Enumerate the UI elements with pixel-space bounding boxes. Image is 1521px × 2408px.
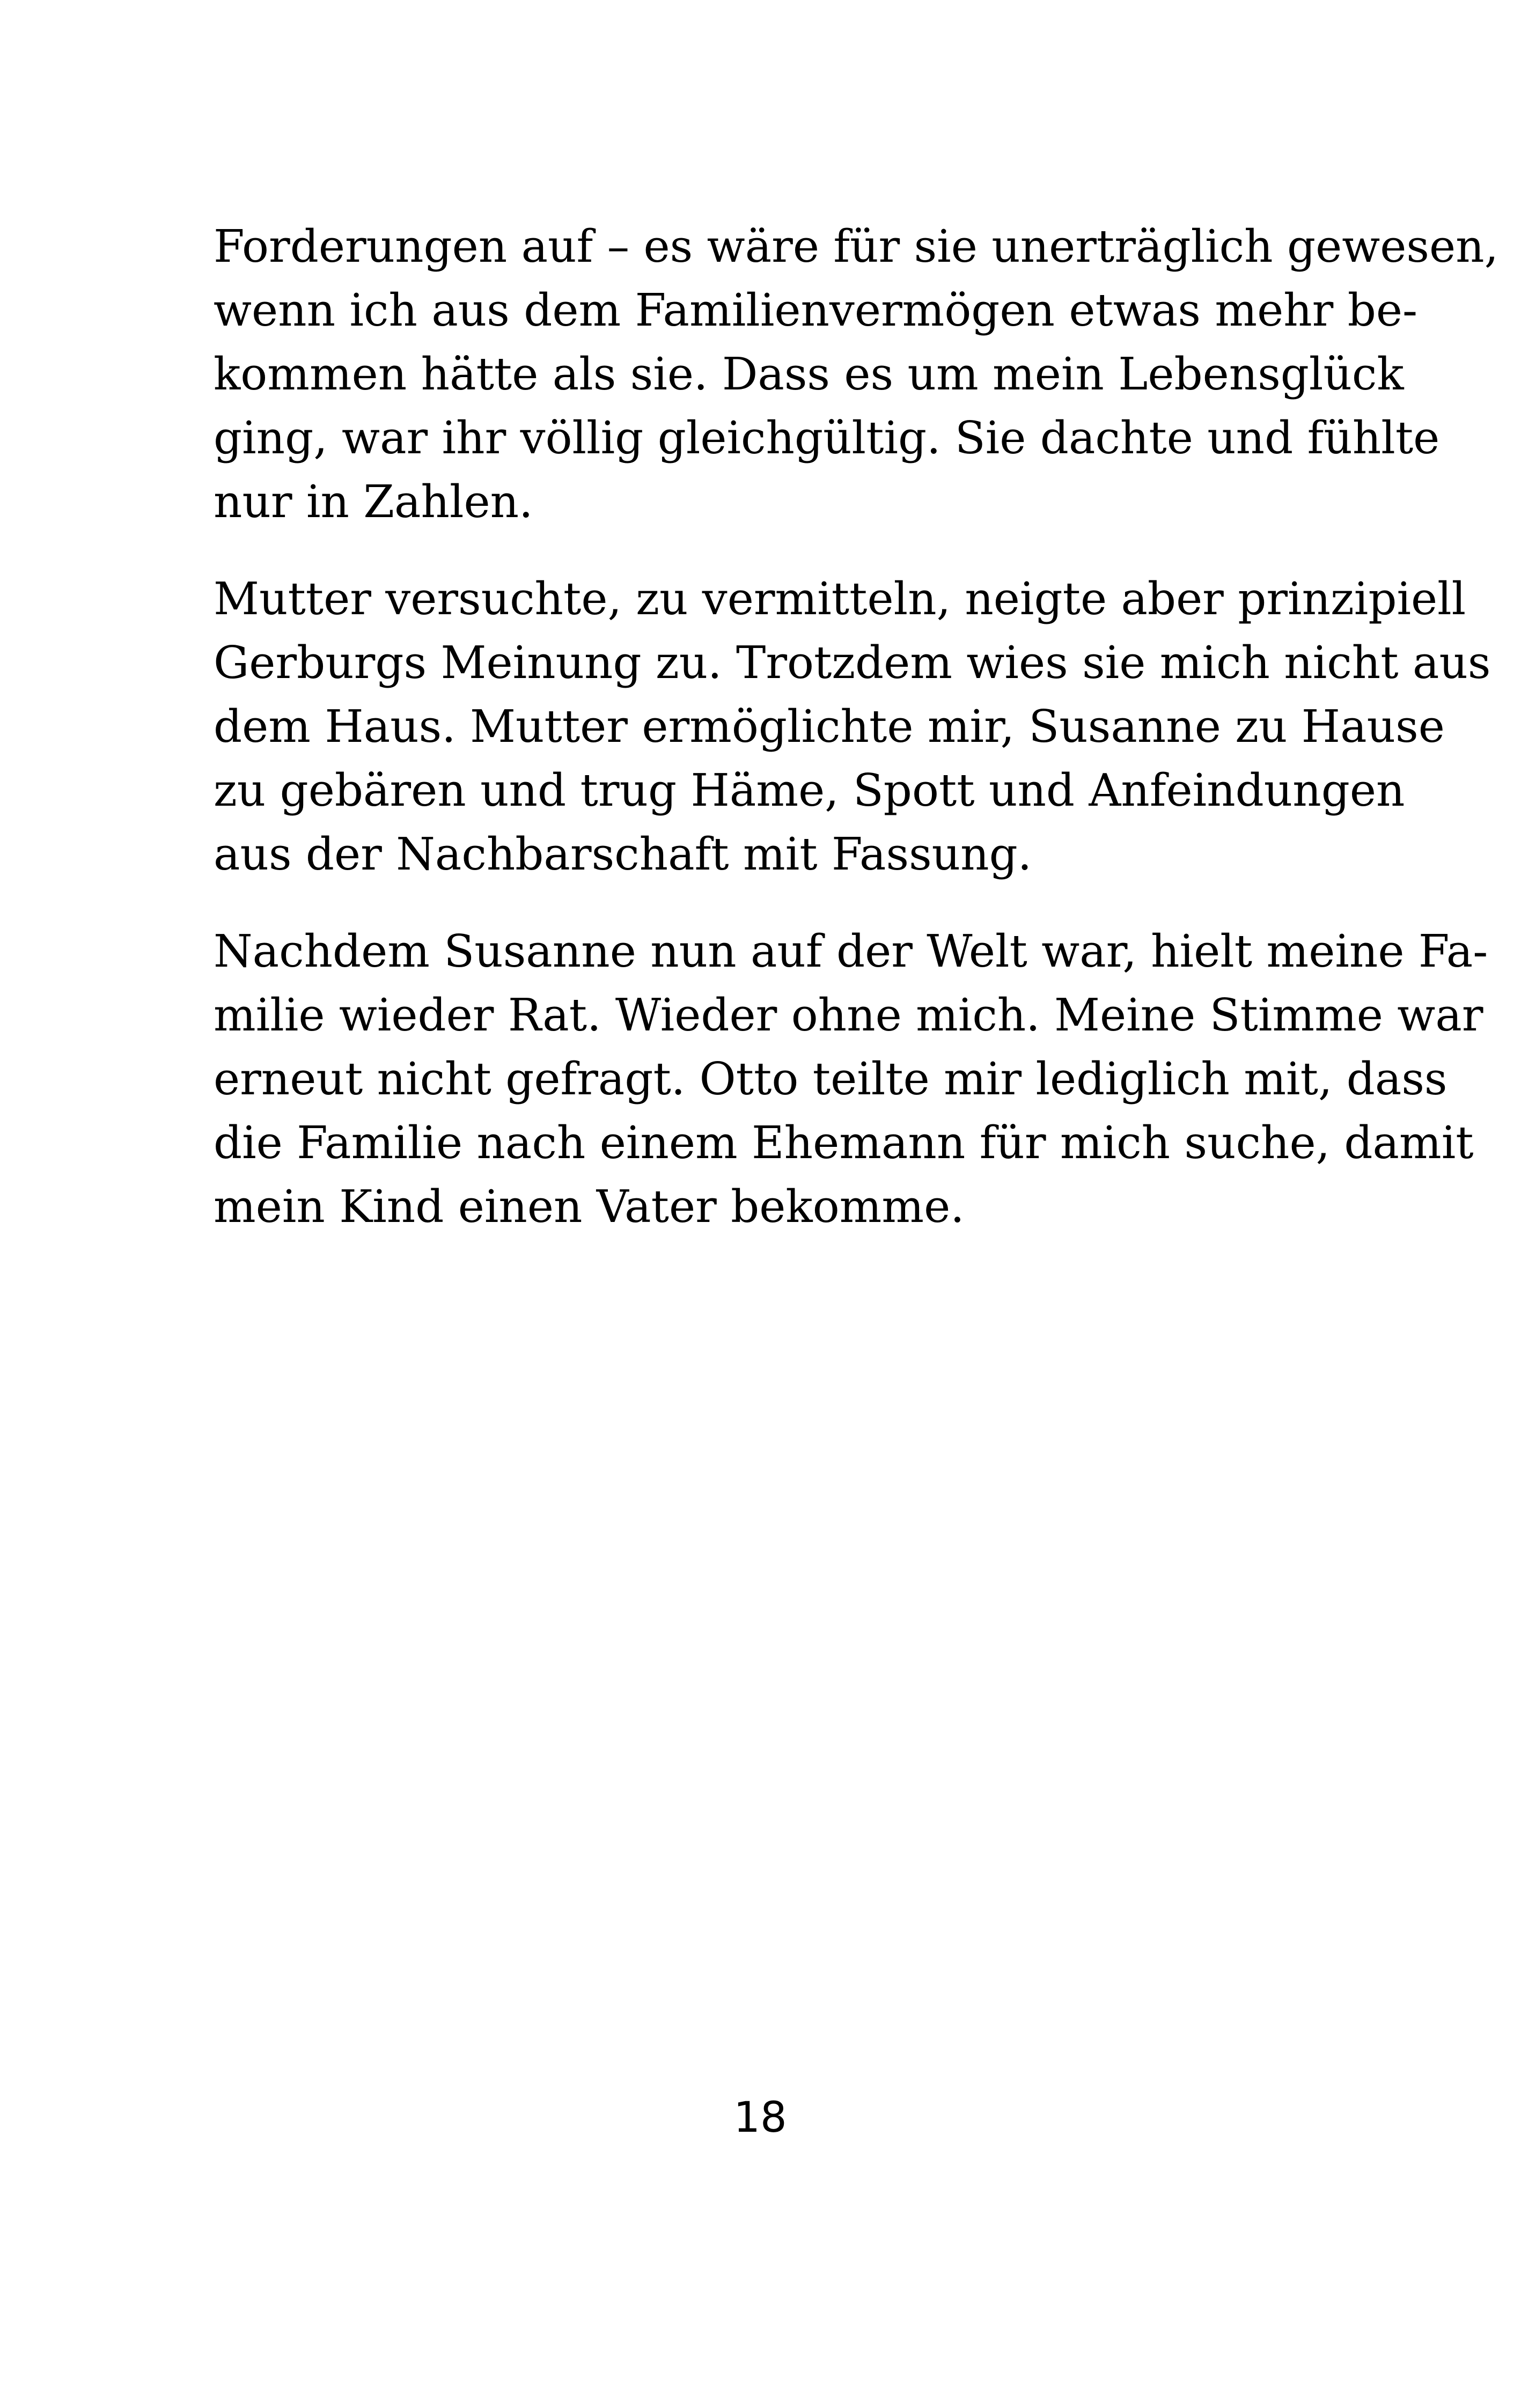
- text-line: nur in Zahlen.: [214, 476, 533, 528]
- text-line: Gerburgs Meinung zu. Trotzdem wies sie mich nicht aus: [214, 637, 1491, 689]
- page-body-text: [214, 215, 1498, 1272]
- text-line: erneut nicht gefragt. Otto teilte mir lediglich mit, dass: [214, 1053, 1447, 1105]
- text-line: wenn ich aus dem Familienvermögen etwas mehr be-: [214, 284, 1417, 336]
- text-line: dem Haus. Mutter ermöglichte mir, Susanne zu Hause: [214, 701, 1445, 753]
- text-line: milie wieder Rat. Wieder ohne mich. Meine Stimme war: [214, 989, 1483, 1041]
- text-line: kommen hätte als sie. Dass es um mein Lebensglück: [214, 348, 1404, 400]
- paragraph-1: [214, 215, 1498, 534]
- text-line: aus der Nachbarschaft mit Fassung.: [214, 828, 1032, 880]
- text-line: mein Kind einen Vater bekomme.: [214, 1181, 965, 1233]
- text-line: ging, war ihr völlig gleichgültig. Sie dachte und fühlte: [214, 412, 1440, 464]
- page-number: 18: [733, 2094, 787, 2142]
- text-line: zu gebären und trug Häme, Spott und Anfeindungen: [214, 764, 1405, 816]
- paragraph-3: [214, 919, 1488, 1239]
- paragraph-2: [214, 567, 1491, 886]
- text-line: Forderungen auf – es wäre für sie unerträglich gewesen,: [214, 220, 1498, 273]
- text-line: Nachdem Susanne nun auf der Welt war, hielt meine Fa-: [214, 925, 1488, 977]
- text-line: Mutter versuchte, zu vermitteln, neigte aber prinzipiell: [214, 573, 1466, 625]
- text-line: die Familie nach einem Ehemann für mich suche, damit: [214, 1117, 1474, 1169]
